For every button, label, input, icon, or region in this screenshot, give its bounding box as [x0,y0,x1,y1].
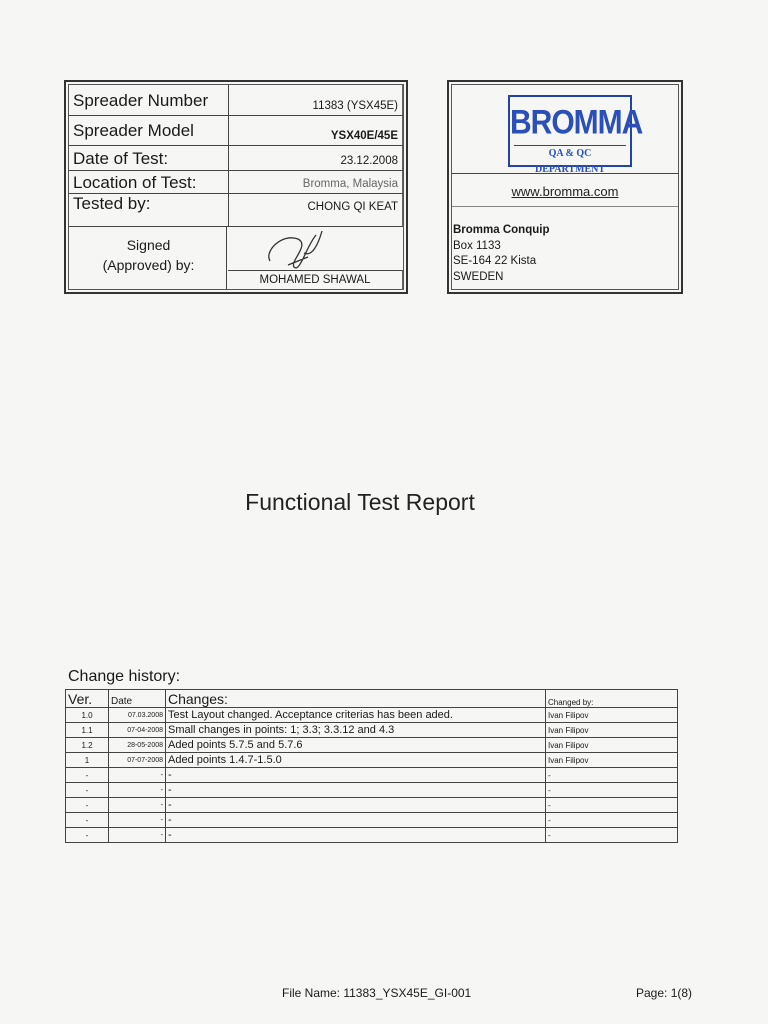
info-value: YSX40E/45E [229,116,403,145]
address-line: Box 1133 [453,239,501,252]
footer-file-name: File Name: 11383_YSX45E_GI-001 [282,986,472,1000]
cell-changes: Small changes in points: 1; 3.3; 3.3.12 and 4.3 [166,723,546,738]
approver-name: MOHAMED SHAWAL [228,270,403,289]
cell-by: Ivan Filipov [546,738,678,753]
header-date: Date [109,690,166,708]
cell-by: - [546,783,678,798]
divider [452,206,678,207]
info-label: Tested by: [71,194,229,226]
cell-ver: - [66,768,109,783]
address-line: SWEDEN [453,270,504,283]
cell-changes: - [166,828,546,843]
signature-scribble [260,227,340,273]
cell-changes: Aded points 1.4.7-1.5.0 [166,753,546,768]
cell-ver: 1.2 [66,738,109,753]
header-changes: Changes: [166,690,546,708]
cell-ver: - [66,828,109,843]
cell-date: 28-05-2008 [109,738,166,753]
department-label: QA & QC DEPARTMENT [514,145,626,162]
info-label: Location of Test: [71,171,229,193]
info-label: Spreader Model [71,116,229,145]
cell-by: - [546,798,678,813]
company-name: Bromma Conquip [453,224,550,236]
cell-date: 07.03.2008 [109,708,166,723]
cell-changes: - [166,813,546,828]
cell-ver: - [66,813,109,828]
table-row [66,738,678,753]
document-title: Functional Test Report [245,489,475,515]
table-row [66,798,678,813]
table-row [66,813,678,828]
cell-changes: - [166,768,546,783]
table-row [66,783,678,798]
cell-ver: - [66,798,109,813]
table-row [66,828,678,843]
cell-changes: - [166,783,546,798]
company-logo-box [447,80,683,294]
bromma-logo [508,95,643,175]
table-row [66,753,678,768]
info-label: Spreader Number [71,85,229,115]
info-value: Bromma, Malaysia [229,171,403,193]
cell-date: - [109,768,166,783]
address-line: SE-164 22 Kista [453,255,537,267]
cell-changes: Aded points 5.7.5 and 5.7.6 [166,738,546,753]
table-row [66,768,678,783]
table-row [66,708,678,723]
cell-by: Ivan Filipov [546,723,678,738]
cell-date: - [109,828,166,843]
cell-changes: Test Layout changed. Acceptance criterias has been aded. [166,708,546,723]
info-value: 11383 (YSX45E) [229,85,403,115]
cell-date: 07-07-2008 [109,753,166,768]
signed-approved-label [71,227,227,289]
info-row-spreader-model [69,116,403,146]
cell-by: Ivan Filipov [546,708,678,723]
table-header-row [66,690,678,708]
cell-date: - [109,813,166,828]
info-value: CHONG QI KEAT [229,194,403,226]
change-history-label: Change history: [68,668,181,685]
info-row-tested-by [69,194,403,227]
brand-name: BROMMA [510,103,643,142]
cell-changes: - [166,798,546,813]
spreader-info-table [64,80,408,294]
signature-area [228,227,403,289]
info-value: 23.12.2008 [229,146,403,170]
header-ver: Ver. [66,690,109,708]
cell-by: - [546,768,678,783]
cell-date: 07-04-2008 [109,723,166,738]
info-row-spreader-number [69,85,403,116]
website-link[interactable]: www.bromma.com [511,184,619,199]
cell-date: - [109,798,166,813]
company-address [453,223,549,285]
table-row [66,723,678,738]
cell-ver: - [66,783,109,798]
info-row-location-of-test [69,171,403,194]
signed-line: Signed [126,237,171,253]
cell-date: - [109,783,166,798]
logo-area [452,85,678,174]
header-changed-by: Changed by: [546,690,678,708]
cell-by: Ivan Filipov [546,753,678,768]
cell-ver: 1.1 [66,723,109,738]
info-row-date-of-test [69,146,403,171]
cell-by: - [546,813,678,828]
change-history-table [65,689,678,843]
cell-by: - [546,828,678,843]
info-label: Date of Test: [71,146,229,170]
cell-ver: 1 [66,753,109,768]
approved-by-line: (Approved) by: [102,257,195,273]
cell-ver: 1.0 [66,708,109,723]
footer-page-number: Page: 1(8) [636,986,693,1000]
